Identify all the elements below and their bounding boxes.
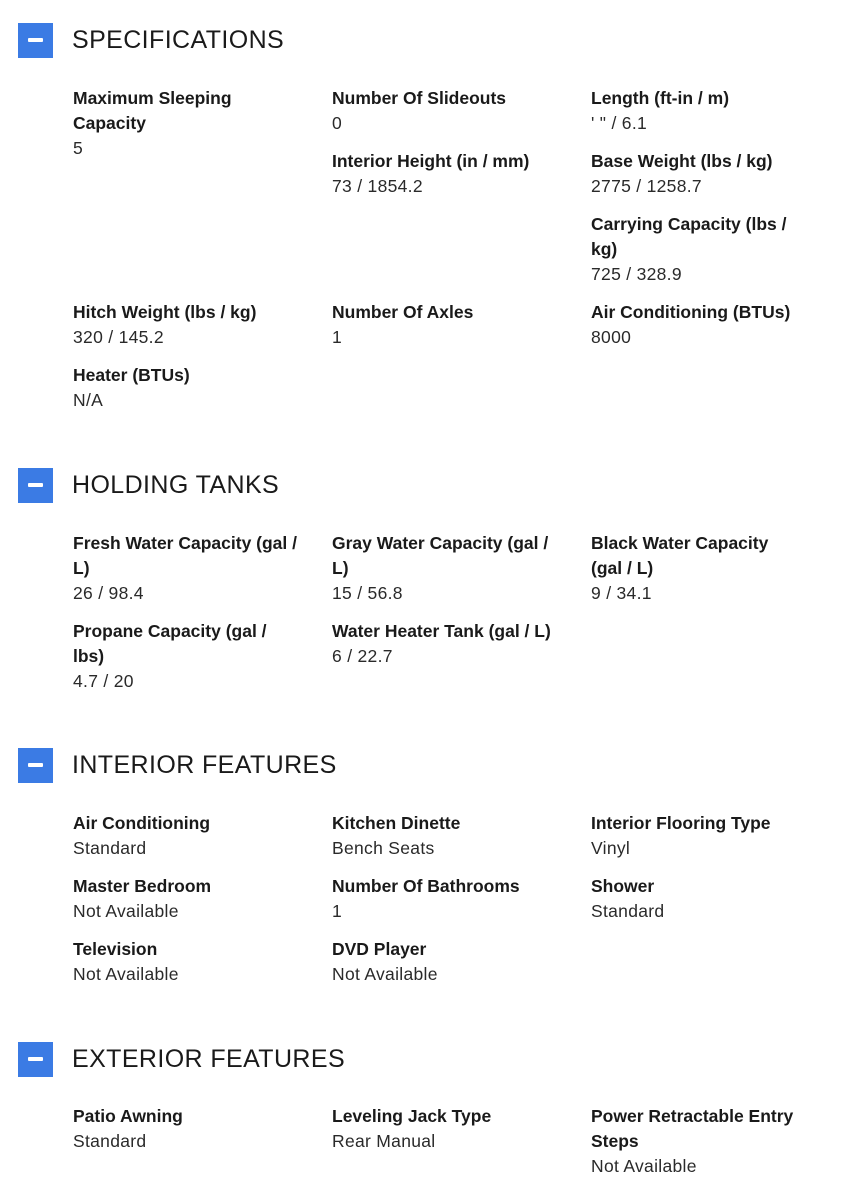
- section-title-holding-tanks: HOLDING TANKS: [72, 470, 280, 499]
- spec-label: Shower: [591, 876, 655, 896]
- spec-column: [332, 86, 591, 300]
- spec-column: [332, 300, 591, 426]
- spec-item: [73, 1104, 332, 1154]
- spec-value: 9 / 34.1: [591, 583, 652, 603]
- spec-label: Master Bedroom: [73, 876, 212, 896]
- spec-value: Standard: [73, 838, 147, 858]
- spec-label: Leveling Jack Type: [332, 1106, 492, 1126]
- spec-label: Power Retractable Entry Steps: [591, 1106, 794, 1151]
- spec-item: [591, 86, 833, 136]
- section-header-exterior-features: [18, 1041, 345, 1077]
- spec-column: [73, 300, 332, 426]
- spec-column: [591, 531, 833, 707]
- spec-column: [591, 300, 833, 426]
- interior-features-grid: [73, 811, 833, 1000]
- spec-value: 6 / 22.7: [332, 646, 393, 666]
- spec-label: Base Weight (lbs / kg): [591, 151, 773, 171]
- spec-label: Propane Capacity (gal / lbs): [73, 621, 267, 666]
- spec-value: 0: [332, 113, 343, 133]
- spec-item: [73, 363, 332, 413]
- spec-item: [73, 86, 332, 161]
- spec-label: Number Of Slideouts: [332, 88, 507, 108]
- spec-item: [73, 300, 332, 350]
- spec-item: [591, 531, 833, 606]
- spec-value: Standard: [73, 1131, 147, 1151]
- collapse-specifications-button[interactable]: [18, 23, 53, 58]
- collapse-holding-tanks-button[interactable]: [18, 468, 53, 503]
- spec-item: [73, 531, 332, 606]
- spec-item: [332, 874, 591, 924]
- spec-item: [332, 531, 591, 606]
- spec-item: [332, 937, 591, 987]
- collapse-interior-features-button[interactable]: [18, 748, 53, 783]
- spec-item: [591, 212, 833, 287]
- spec-label: Gray Water Capacity (gal / L): [332, 533, 549, 578]
- minus-icon: [28, 483, 43, 487]
- spec-item: [591, 1104, 833, 1179]
- spec-label: Length (ft-in / m): [591, 88, 730, 108]
- spec-item: [332, 619, 591, 669]
- spec-value: 725 / 328.9: [591, 264, 682, 284]
- spec-item: [332, 1104, 591, 1154]
- spec-column: [73, 531, 332, 707]
- section-title-specifications: SPECIFICATIONS: [72, 25, 285, 54]
- spec-label: Heater (BTUs): [73, 365, 190, 385]
- spec-label: Carrying Capacity (lbs / kg): [591, 214, 787, 259]
- spec-value: 15 / 56.8: [332, 583, 403, 603]
- spec-value: 1: [332, 327, 343, 347]
- spec-column: [73, 811, 332, 1000]
- spec-value: 2775 / 1258.7: [591, 176, 702, 196]
- collapse-exterior-features-button[interactable]: [18, 1042, 53, 1077]
- spec-label: Interior Height (in / mm): [332, 151, 530, 171]
- exterior-features-grid: [73, 1104, 833, 1192]
- spec-column: [73, 86, 332, 300]
- spec-value: Not Available: [73, 901, 179, 921]
- spec-value: 320 / 145.2: [73, 327, 164, 347]
- section-header-specifications: [18, 22, 284, 58]
- minus-icon: [28, 38, 43, 42]
- spec-value: 1: [332, 901, 343, 921]
- spec-label: Fresh Water Capacity (gal / L): [73, 533, 297, 578]
- spec-item: [591, 874, 833, 924]
- spec-item: [332, 300, 591, 350]
- spec-label: Patio Awning: [73, 1106, 183, 1126]
- spec-column: [332, 811, 591, 1000]
- spec-item: [73, 874, 332, 924]
- minus-icon: [28, 1057, 43, 1061]
- spec-label: Black Water Capacity (gal / L): [591, 533, 769, 578]
- holding-tanks-grid: [73, 531, 833, 707]
- spec-column: [591, 1104, 833, 1192]
- spec-item: [591, 811, 833, 861]
- spec-label: Number Of Bathrooms: [332, 876, 520, 896]
- spec-item: [73, 811, 332, 861]
- spec-value: Vinyl: [591, 838, 631, 858]
- spec-label: Air Conditioning: [73, 813, 211, 833]
- spec-column: [591, 811, 833, 1000]
- spec-label: Kitchen Dinette: [332, 813, 461, 833]
- spec-item: [73, 937, 332, 987]
- spec-column: [332, 531, 591, 707]
- specifications-grid: [73, 86, 833, 426]
- section-title-interior-features: INTERIOR FEATURES: [72, 750, 337, 779]
- spec-item: [591, 149, 833, 199]
- section-header-holding-tanks: [18, 467, 279, 503]
- spec-label: Hitch Weight (lbs / kg): [73, 302, 257, 322]
- spec-item: [332, 149, 591, 199]
- spec-value: ' " / 6.1: [591, 113, 648, 133]
- spec-value: 26 / 98.4: [73, 583, 144, 603]
- section-header-interior-features: [18, 747, 337, 783]
- minus-icon: [28, 763, 43, 767]
- spec-item: [591, 300, 833, 350]
- section-title-exterior-features: EXTERIOR FEATURES: [72, 1044, 346, 1073]
- spec-value: N/A: [73, 390, 104, 410]
- spec-item: [332, 86, 591, 136]
- spec-value: Not Available: [332, 964, 438, 984]
- spec-value: Not Available: [591, 1156, 697, 1176]
- spec-label: Number Of Axles: [332, 302, 474, 322]
- spec-value: 5: [73, 138, 84, 158]
- spec-value: Not Available: [73, 964, 179, 984]
- spec-label: DVD Player: [332, 939, 427, 959]
- spec-value: Rear Manual: [332, 1131, 436, 1151]
- spec-value: Standard: [591, 901, 665, 921]
- spec-value: Bench Seats: [332, 838, 435, 858]
- spec-value: 4.7 / 20: [73, 671, 134, 691]
- spec-label: Television: [73, 939, 158, 959]
- spec-value: 8000: [591, 327, 632, 347]
- spec-label: Maximum Sleeping Capacity: [73, 88, 232, 133]
- spec-label: Air Conditioning (BTUs): [591, 302, 791, 322]
- spec-value: 73 / 1854.2: [332, 176, 423, 196]
- spec-item: [332, 811, 591, 861]
- spec-label: Interior Flooring Type: [591, 813, 771, 833]
- spec-column: [73, 1104, 332, 1192]
- spec-column: [591, 86, 833, 300]
- spec-item: [73, 619, 332, 694]
- spec-column: [332, 1104, 591, 1192]
- spec-label: Water Heater Tank (gal / L): [332, 621, 551, 641]
